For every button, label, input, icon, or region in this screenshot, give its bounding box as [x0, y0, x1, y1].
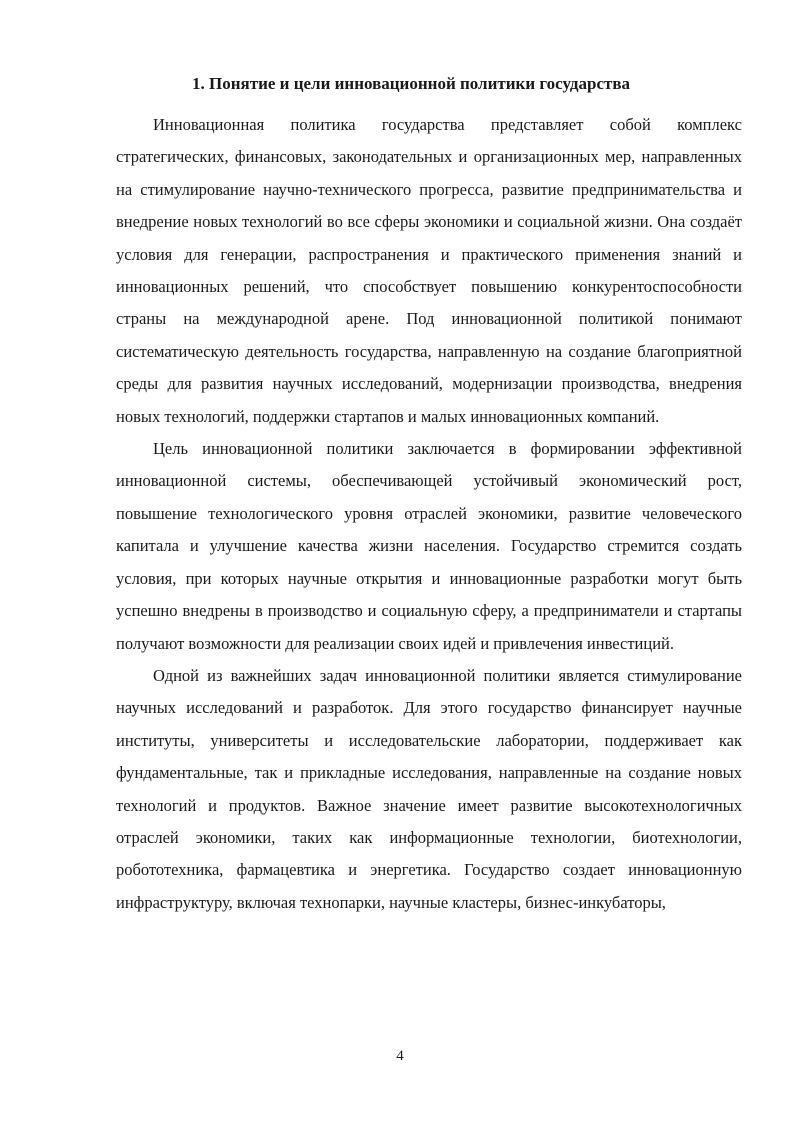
paragraph-definition: Инновационная политика государства представляет собой комплекс стратегических, финансовых, законодательных и организационных мер, направленных на стимулирование научно-технического прогресса, развитие предпринимательства и внедрение новых технологий во все сферы экономики и социальной жизни. Она создаёт условия для генерации, распространения и практического применения знаний и инновационных решений, что способствует повышению конкурентоспособности страны на международной арене. Под инновационной политикой понимают систематическую деятельность государства, направленную на создание благоприятной среды для развития научных исследований, модернизации производства, внедрения новых технологий, поддержки стартапов и малых инновационных компаний. — [116, 115, 742, 426]
section-heading: 1. Понятие и цели инновационной политики государства — [192, 74, 631, 93]
paragraph-goal: Цель инновационной политики заключается в формировании эффективной инновационной системы, обеспечивающей устойчивый экономический рост, повышение технологического уровня отраслей экономики, развитие человеческого капитала и улучшение качества жизни населения. Государство стремится создать условия, при которых научные открытия и инновационные разработки могут быть успешно внедрены в производство и социальную сферу, а предприниматели и стартапы получают возможности для реализации своих идей и привлечения инвестиций. — [116, 439, 742, 653]
paragraph-tasks: Одной из важнейших задач инновационной политики является стимулирование научных исследований и разработок. Для этого государство финансирует научные институты, университеты и исследовательские лаборатории, поддерживает как фундаментальные, так и прикладные исследования, направленные на создание новых технологий и продуктов. Важное значение имеет развитие высокотехнологичных отраслей экономики, таких как информационные технологии, биотехнологии, робототехника, фармацевтика и энергетика. Государство создает инновационную инфраструктуру, включая технопарки, научные кластеры, бизнес-инкубаторы, — [116, 665, 742, 912]
page-number: 4 — [396, 1048, 404, 1064]
document-page — [116, 72, 742, 919]
